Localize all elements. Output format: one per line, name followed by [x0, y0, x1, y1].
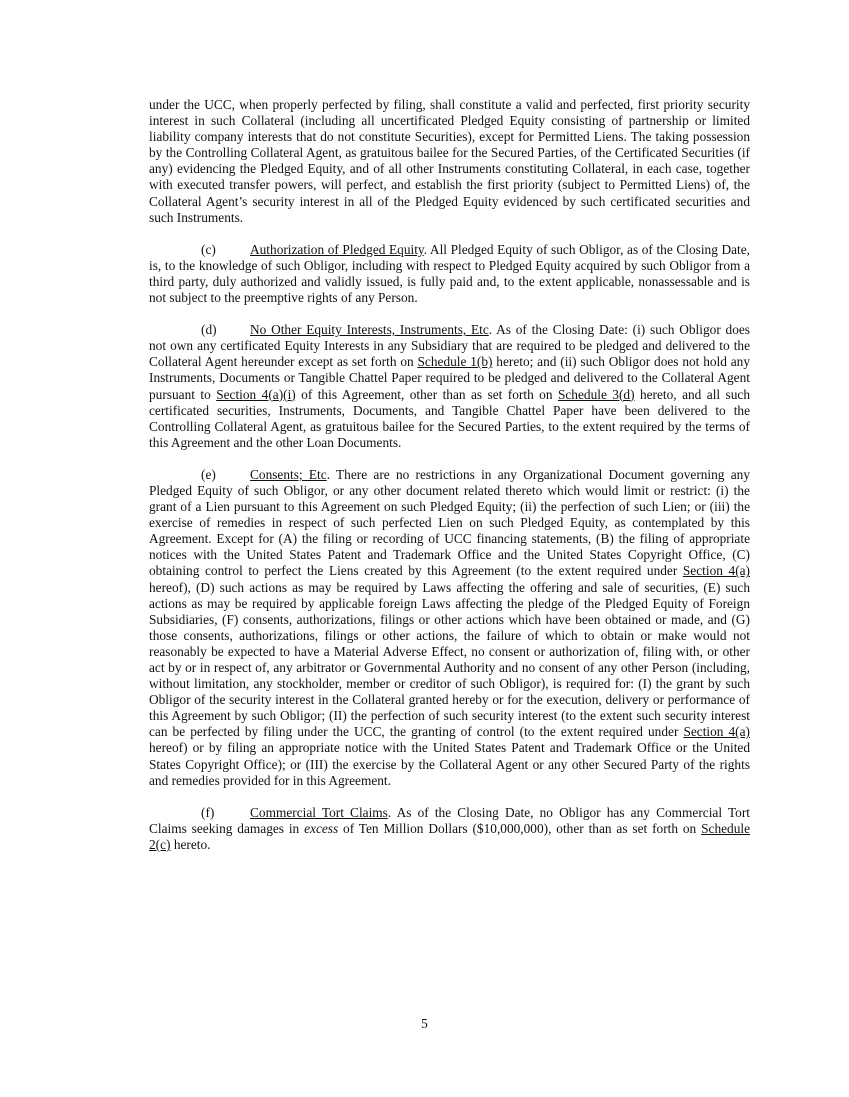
section-e-body-2: hereof), (D) such actions as may be required by Laws affecting the offering and sale of securities, (E) such actions as may be required by applicable foreign Laws affecting the pledge of the Pledged Equity of Foreign Subsidiaries, (F) consents, authorizations, filings or other actions which have been obtained or made, and (G) those consents, authorizations, filings or other actions, the failure of which to obtain or make would not reasonably be expected to have a Material Adverse Effect, no consent or authorization of, filing with, or other act by or in respect of, any arbitrator or Governmental Authority and no consent of any other Person (including, without limitation, any stockholder, member or creditor of such Obligor), is required for: (I) the grant by such Obligor of the security interest in the Collateral granted hereby or for the execution, delivery or performance of this Agreement by such Obligor; (II) the perfection of such security interest (to the extent such security interest can be perfected by filing under the UCC, the granting of control (to the extent required under	[149, 579, 750, 740]
section-d-body-2: hereto; and (ii) such Obligor does not hold any Instruments, Documents or Tangible Chattel Paper required to be pledged and delivered to the Collateral Agent pursuant to	[149, 354, 751, 402]
section-f-heading: Commercial Tort Claims	[250, 804, 388, 820]
section-d-body-4: hereto, and all such certificated securities, Instruments, Documents, and Tangible Chattel Paper have been delivered to the Controlling Collateral Agent, as gratuitous bailee for the Secured Parties, to the extent required by the terms of this Agreement and the other Loan Documents.	[149, 386, 750, 450]
continuation-paragraph	[149, 97, 750, 226]
section-f-paragraph	[149, 805, 750, 853]
section-c-heading: Authorization of Pledged Equity	[250, 241, 424, 257]
section-c-label: (c)	[201, 241, 216, 257]
section-e-heading: Consents; Etc	[250, 466, 327, 482]
document-page	[149, 97, 750, 869]
section-d-paragraph	[149, 322, 750, 451]
section-f-label: (f)	[201, 804, 215, 820]
section-c-body: . All Pledged Equity of such Obligor, as of the Closing Date, is, to the knowledge of such Obligor, including with respect to Pledged Equity acquired by such Obligor from a third party, duly authorized and validly issued, is fully paid and, to the extent applicable, nonassessable and is not subject to the preemptive rights of any Person.	[149, 241, 750, 306]
section-d-body-3: of this Agreement, other than as set forth on	[295, 386, 558, 402]
section-f-body-2: of Ten Million Dollars ($10,000,000), other than as set forth on	[338, 820, 702, 836]
section-4a-reference-second: Section 4(a)	[683, 724, 750, 740]
section-d-heading: No Other Equity Interests, Instruments, Etc	[250, 322, 489, 338]
section-4ai-reference: Section 4(a)(i)	[216, 386, 296, 402]
section-4a-reference: Section 4(a)	[682, 563, 751, 579]
section-f-emphasis: excess	[304, 820, 339, 836]
section-e-body-1: . There are no restrictions in any Organizational Document governing any Pledged Equity of such Obligor, or any other document related thereto which would limit or restrict: (i) the grant of a Lien pursuant to this Agreement on such Pledged Equity; (ii) the perfection of such Lien; or (iii) the exercise of remedies in respect of such perfected Lien on such Pledged Equity, as contemplated by this Agreement. Except for (A) the filing or recording of UCC financing statements, (B) the filing of appropriate notices with the United States Patent and Trademark Office and the United States Copyright Office, (C) obtaining control to perfect the Liens created by this Agreement (to the extent required under	[149, 466, 750, 579]
section-e-label: (e)	[201, 466, 216, 482]
section-c-paragraph	[149, 242, 750, 306]
page-number: 5	[421, 1016, 428, 1031]
section-e-body-3: hereof) or by filing an appropriate notice with the United States Patent and Trademark Office or the United States Copyright Office); or (III) the exercise by the Collateral Agent or any other Secured Party of the rights and remedies provided for in this Agreement.	[149, 740, 750, 788]
schedule-3d-reference: Schedule 3(d)	[557, 386, 635, 402]
section-f-body-1: . As of the Closing Date, no Obligor has any Commercial Tort Claims seeking damages in	[149, 804, 750, 836]
section-f-body-3: hereto.	[170, 836, 211, 852]
section-d-body-1: . As of the Closing Date: (i) such Obligor does not own any certificated Equity Interests in any Subsidiary that are required to be pledged and delivered to the Collateral Agent hereunder except as set forth on	[149, 322, 750, 370]
schedule-2c-reference: Schedule 2(c)	[149, 820, 751, 852]
continuation-text: under the UCC, when properly perfected by filing, shall constitute a valid and perfected, first priority security interest in such Collateral (including all uncertificated Pledged Equity consisting of partnership or limited liability company interests that do not constitute Securities), except for Permitted Liens. The taking possession by the Controlling Collateral Agent, as gratuitous bailee for the Secured Parties, of the Certificated Securities (if any) evidencing the Pledged Equity, and of all other Instruments constituting Collateral, in each case, together with executed transfer powers, will perfect, and establish the first priority (subject to Permitted Liens) of, the Collateral Agent’s security interest in all of the Pledged Equity evidenced by such certificated securities and such Instruments.	[149, 97, 750, 225]
schedule-1b-reference: Schedule 1(b)	[417, 354, 493, 370]
section-d-label: (d)	[201, 322, 217, 338]
section-e-paragraph	[149, 467, 750, 789]
